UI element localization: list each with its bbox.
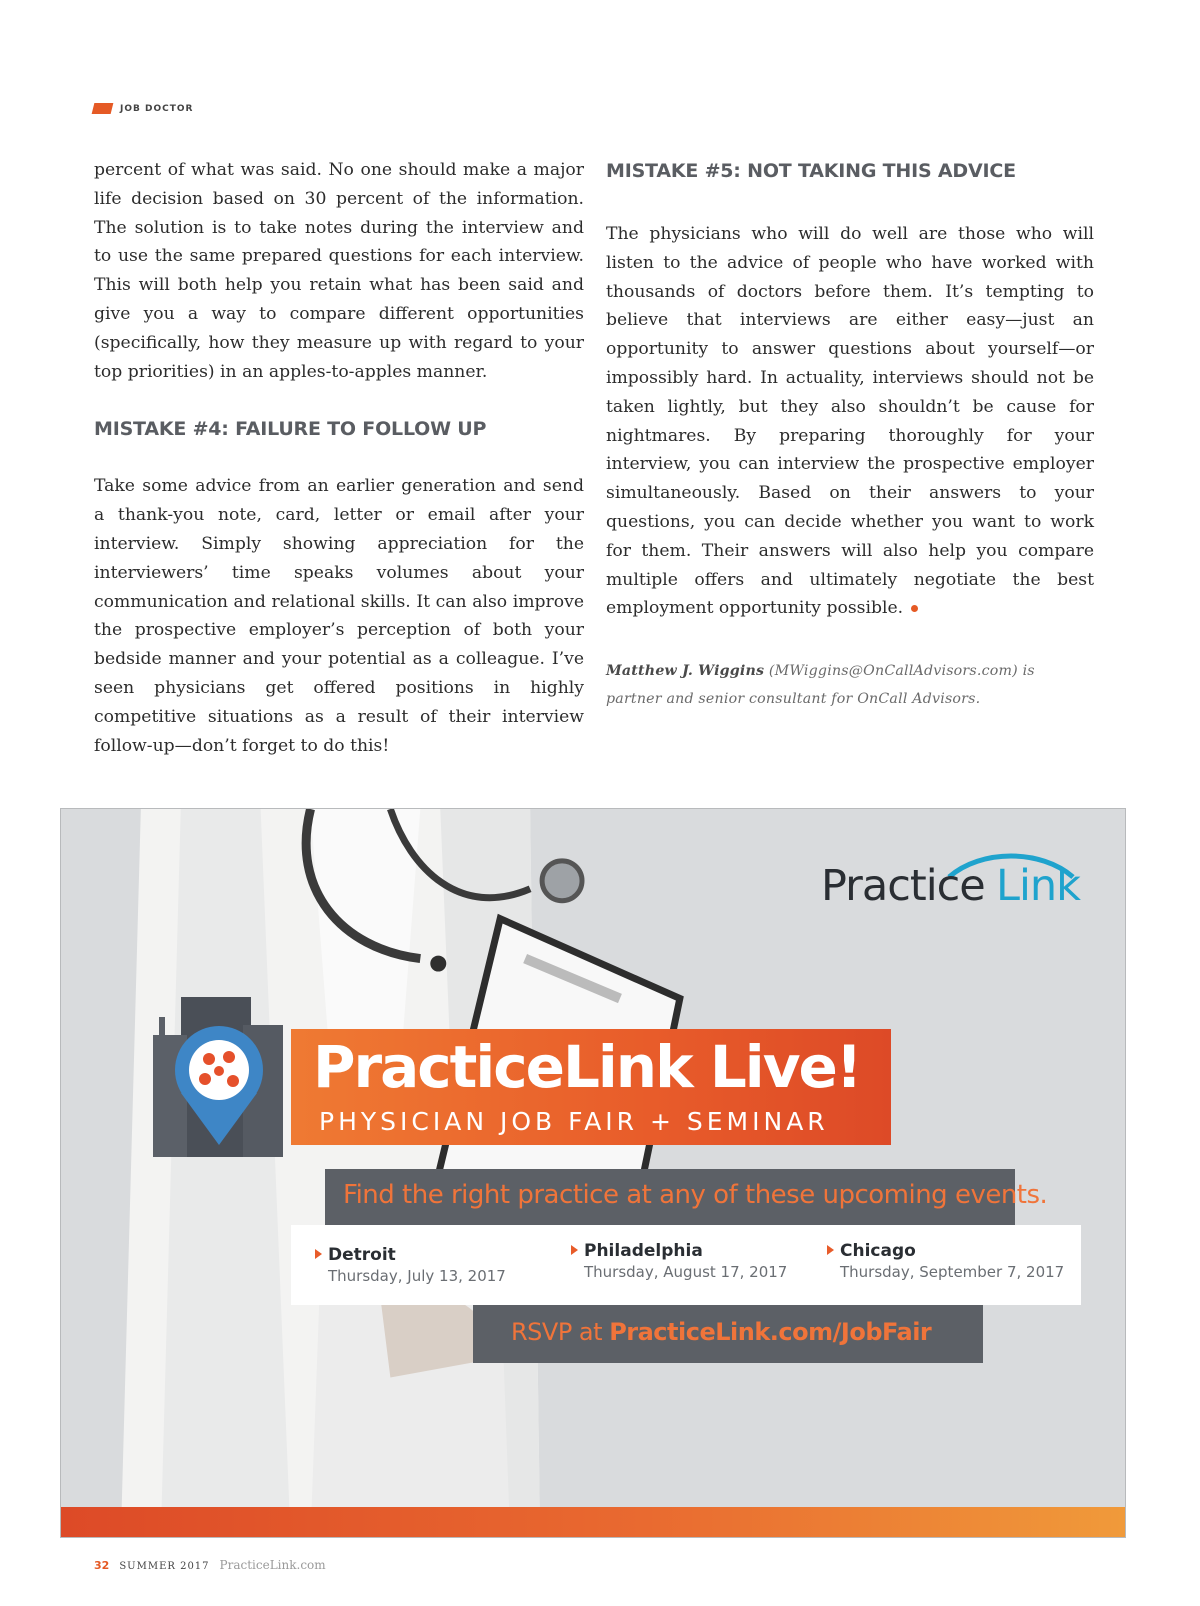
author-bio (606, 657, 1094, 713)
find-practice-bar (325, 1169, 1048, 1225)
banner-title: PracticeLink Live! (313, 1033, 861, 1101)
practicelink-advertisement (60, 808, 1126, 1538)
event-city: Philadelphia (584, 1241, 703, 1261)
events-list (291, 1225, 1081, 1305)
city-location-pin-icon (153, 995, 293, 1165)
event-date: Thursday, September 7, 2017 (840, 1263, 1065, 1281)
event-date: Thursday, July 13, 2017 (328, 1267, 506, 1285)
author-name: Matthew J. Wiggins (606, 663, 765, 680)
rsvp-prefix: RSVP at (511, 1318, 610, 1346)
rsvp-bar (473, 1305, 983, 1363)
logo-text-link: Link (996, 861, 1081, 911)
section-label (93, 103, 193, 114)
rsvp-link[interactable]: PracticeLink.com/JobFair (609, 1318, 932, 1346)
arrow-right-icon (315, 1249, 322, 1259)
left-paragraph-2: Take some advice from an earlier generation and send a thank-you note, card, letter or email after your interview. Simply showing appreciation for the interviewers’ time speaks volumes about your communication and relational skills. It can also improve the prospective employer’s perception of both your bedside manner and your potential as a colleague. I’ve seen physicians get offered positions in highly competitive situations as a result of their interview follow-up—don’t forget to do this! (94, 476, 584, 756)
right-column (606, 156, 1094, 713)
mistake-4-heading: MISTAKE #4: FAILURE TO FOLLOW UP (94, 418, 487, 441)
left-column (94, 156, 584, 760)
event-city: Detroit (328, 1245, 396, 1265)
arrow-right-icon (571, 1245, 578, 1255)
ad-footer-stripe (61, 1507, 1125, 1537)
author-bio-text: (MWiggins@OnCallAdvisors.com) is partner and senior consultant for OnCall Advisors. (606, 663, 1035, 708)
left-paragraph-1: percent of what was said. No one should make a major life decision based on 30 percent of the information. The solution is to take notes during the interview and to use the same prepared questions for each interview. This will both help you retain what has been said and give you a way to compare different opportunities (specifically, how they measure up with regard to your top priorities) in an apples-to-apples manner. (94, 160, 584, 382)
banner-subtitle: PHYSICIAN JOB FAIR + SEMINAR (319, 1107, 829, 1136)
practicelink-logo (821, 847, 1106, 927)
page-footer (94, 1558, 326, 1572)
event-chicago (827, 1241, 1064, 1281)
arrow-right-icon (827, 1245, 834, 1255)
logo-text-practice: Practice (821, 861, 985, 911)
right-paragraph-text: The physicians who will do well are those who will listen to the advice of people who have worked with thousands of doctors before them. It’s tempting to believe that interviews are either easy—just an opportunity to answer questions about yourself—or impossibly hard. In actuality, interviews should not be taken lightly, but they also shouldn’t be cause for nightmares. By preparing thoroughly for your interview, you can interview the prospective employer simultaneously. Based on their answers to your questions, you can decide whether you want to work for them. Their answers will also help you compare multiple offers and ultimately negotiate the best employment opportunity possible. (606, 224, 1094, 619)
site-name: PracticeLink.com (219, 1558, 326, 1572)
rsvp-text (511, 1318, 931, 1346)
issue-label: SUMMER 2017 (119, 1561, 210, 1572)
event-detroit (315, 1245, 506, 1285)
right-paragraph-1 (606, 220, 1094, 623)
job-fair-banner (291, 1029, 891, 1145)
event-city: Chicago (840, 1241, 916, 1261)
page-number: 32 (94, 1559, 110, 1572)
event-philadelphia (571, 1241, 787, 1281)
mistake-5-heading: MISTAKE #5: NOT TAKING THIS ADVICE (606, 160, 1016, 182)
find-practice-text: Find the right practice at any of these upcoming events. (343, 1180, 1048, 1210)
section-flag-icon (92, 103, 114, 114)
event-date: Thursday, August 17, 2017 (584, 1263, 788, 1281)
end-mark-icon (911, 605, 918, 612)
section-label-text: JOB DOCTOR (120, 103, 194, 114)
